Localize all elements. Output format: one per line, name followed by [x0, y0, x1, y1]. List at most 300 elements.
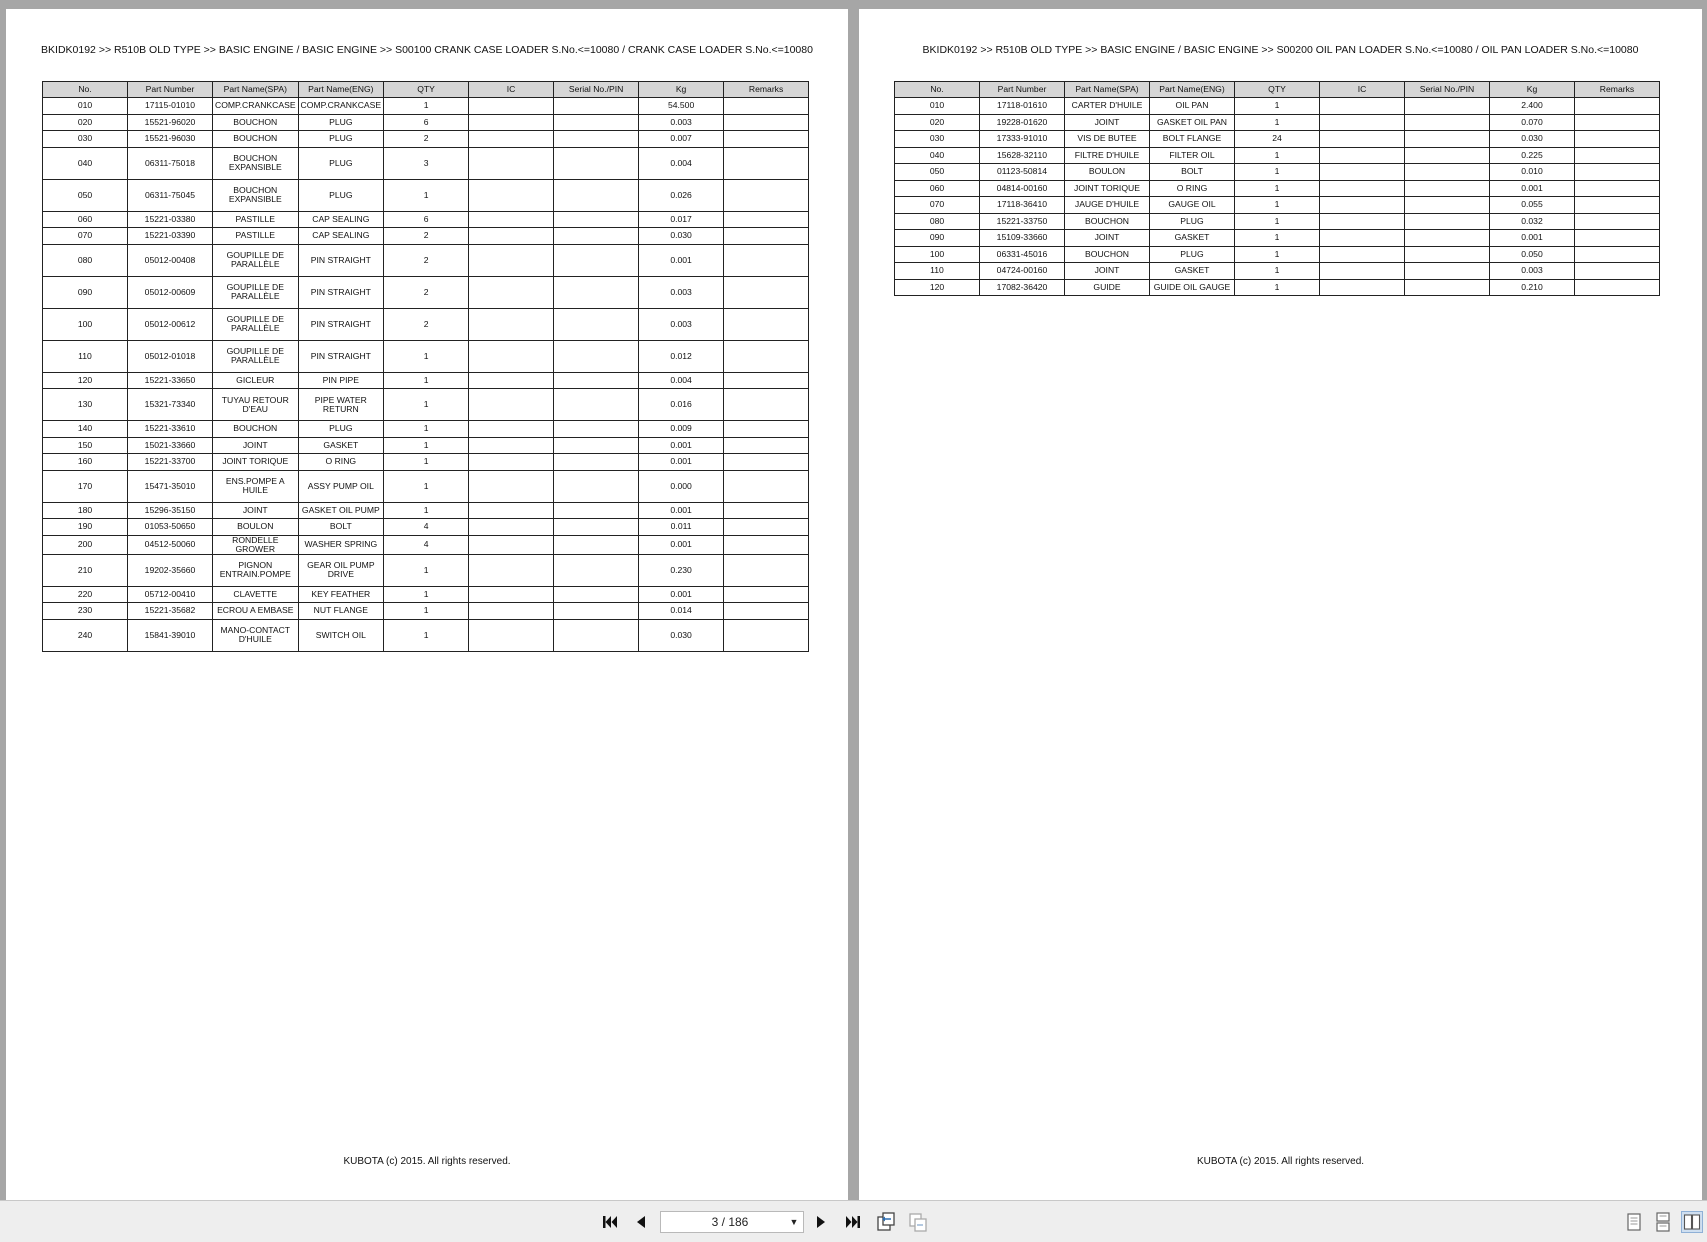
cell-part-name-spa: JOINT TORIQUE — [1065, 180, 1150, 197]
cell-kg: 0.001 — [639, 502, 724, 519]
cell-ic — [1320, 230, 1405, 247]
cell-part-name-spa: ECROU A EMBASE — [213, 603, 299, 620]
cell-ic — [469, 179, 554, 211]
cell-no: 030 — [895, 131, 980, 148]
cell-part-name-eng: GAUGE OIL — [1150, 197, 1235, 214]
cell-part-name-spa: CARTER D'HUILE — [1065, 98, 1150, 115]
cell-qty: 1 — [384, 619, 469, 651]
cell-part-number: 06311-75018 — [128, 147, 213, 179]
cell-part-name-eng: PLUG — [298, 421, 384, 438]
table-row — [895, 147, 1660, 164]
cell-remarks — [724, 554, 809, 586]
cell-qty: 2 — [384, 308, 469, 340]
cell-part-number: 17333-91010 — [980, 131, 1065, 148]
cell-kg: 0.017 — [639, 211, 724, 228]
column-header-ic: IC — [1320, 82, 1405, 98]
column-header-serial-pin: Serial No./PIN — [554, 82, 639, 98]
cell-kg: 0.003 — [639, 276, 724, 308]
cell-part-name-spa: JOINT — [1065, 230, 1150, 247]
cell-remarks — [724, 179, 809, 211]
cell-ic — [469, 421, 554, 438]
cell-part-name-spa: BOUCHON EXPANSIBLE — [213, 147, 299, 179]
cell-ic — [1320, 197, 1405, 214]
first-page-icon[interactable] — [599, 1211, 621, 1233]
cell-serial-pin — [554, 454, 639, 471]
cell-serial-pin — [1405, 263, 1490, 280]
table-row — [43, 211, 809, 228]
cell-part-name-eng: GUIDE OIL GAUGE — [1150, 279, 1235, 296]
cell-no: 020 — [43, 114, 128, 131]
cell-no: 190 — [43, 519, 128, 536]
table-row — [43, 454, 809, 471]
cell-serial-pin — [554, 502, 639, 519]
cell-part-name-eng: GASKET OIL PUMP — [298, 502, 384, 519]
cell-kg: 0.001 — [1490, 180, 1575, 197]
cell-part-name-eng: ASSY PUMP OIL — [298, 470, 384, 502]
cell-part-number: 17118-01610 — [980, 98, 1065, 115]
cell-remarks — [724, 603, 809, 620]
cell-kg: 0.055 — [1490, 197, 1575, 214]
cell-qty: 2 — [384, 228, 469, 245]
cell-remarks — [1575, 164, 1660, 181]
parts-table — [894, 81, 1660, 296]
two-page-view-icon[interactable] — [1681, 1211, 1703, 1233]
cell-part-name-eng: BOLT — [298, 519, 384, 536]
cell-qty: 2 — [384, 244, 469, 276]
cell-part-name-eng: GEAR OIL PUMP DRIVE — [298, 554, 384, 586]
cell-qty: 1 — [384, 389, 469, 421]
cell-no: 050 — [895, 164, 980, 181]
cell-part-name-spa: PASTILLE — [213, 228, 299, 245]
cell-ic — [469, 535, 554, 554]
cell-kg: 0.070 — [1490, 114, 1575, 131]
cell-part-name-eng: WASHER SPRING — [298, 535, 384, 554]
cell-part-name-eng: PLUG — [298, 114, 384, 131]
cell-ic — [469, 244, 554, 276]
compare-pages-icon[interactable] — [907, 1211, 929, 1233]
cell-qty: 1 — [1235, 230, 1320, 247]
cell-no: 210 — [43, 554, 128, 586]
cell-kg: 54.500 — [639, 98, 724, 115]
cell-kg: 0.004 — [639, 147, 724, 179]
cell-no: 090 — [43, 276, 128, 308]
cell-ic — [469, 519, 554, 536]
cell-remarks — [724, 131, 809, 148]
cell-serial-pin — [1405, 197, 1490, 214]
cell-part-name-spa: JOINT — [213, 437, 299, 454]
cell-serial-pin — [554, 554, 639, 586]
continuous-page-icon[interactable] — [1652, 1211, 1674, 1233]
table-row — [895, 230, 1660, 247]
table-row — [43, 586, 809, 603]
cell-kg: 0.230 — [639, 554, 724, 586]
rotate-page-icon[interactable] — [875, 1211, 897, 1233]
cell-remarks — [724, 586, 809, 603]
cell-part-number: 15221-35682 — [128, 603, 213, 620]
cell-part-name-spa: JOINT — [1065, 114, 1150, 131]
cell-part-name-spa: BOUCHON — [1065, 246, 1150, 263]
cell-part-number: 05012-00609 — [128, 276, 213, 308]
table-row — [43, 554, 809, 586]
cell-part-name-eng: CAP SEALING — [298, 228, 384, 245]
cell-serial-pin — [554, 603, 639, 620]
cell-part-number: 15109-33660 — [980, 230, 1065, 247]
cell-remarks — [724, 340, 809, 372]
cell-part-name-spa: JOINT TORIQUE — [213, 454, 299, 471]
cell-qty: 1 — [384, 421, 469, 438]
cell-ic — [1320, 279, 1405, 296]
cell-kg: 0.026 — [639, 179, 724, 211]
cell-qty: 1 — [1235, 279, 1320, 296]
cell-no: 010 — [43, 98, 128, 115]
cell-remarks — [724, 421, 809, 438]
cell-part-name-eng: O RING — [298, 454, 384, 471]
cell-part-name-eng: PLUG — [298, 131, 384, 148]
cell-part-name-spa: JAUGE D'HUILE — [1065, 197, 1150, 214]
cell-ic — [469, 437, 554, 454]
cell-remarks — [724, 211, 809, 228]
cell-serial-pin — [554, 389, 639, 421]
cell-part-name-eng: KEY FEATHER — [298, 586, 384, 603]
cell-qty: 4 — [384, 519, 469, 536]
cell-part-name-eng: FILTER OIL — [1150, 147, 1235, 164]
page-footer: KUBOTA (c) 2015. All rights reserved. — [343, 1156, 511, 1167]
cell-part-name-eng: PLUG — [298, 147, 384, 179]
cell-part-number: 15628-32110 — [980, 147, 1065, 164]
column-header-part-name-eng: Part Name(ENG) — [298, 82, 384, 98]
cell-kg: 0.016 — [639, 389, 724, 421]
cell-serial-pin — [554, 228, 639, 245]
cell-remarks — [1575, 114, 1660, 131]
cell-part-number: 05012-01018 — [128, 340, 213, 372]
cell-kg: 0.001 — [639, 586, 724, 603]
cell-part-number: 15841-39010 — [128, 619, 213, 651]
cell-ic — [469, 554, 554, 586]
document-page-left — [6, 9, 848, 1200]
cell-qty: 2 — [384, 276, 469, 308]
cell-remarks — [1575, 246, 1660, 263]
cell-serial-pin — [1405, 279, 1490, 296]
page-number-select[interactable] — [660, 1211, 804, 1233]
cell-part-number: 15296-35150 — [128, 502, 213, 519]
cell-kg: 0.030 — [639, 228, 724, 245]
cell-remarks — [1575, 98, 1660, 115]
cell-qty: 1 — [1235, 180, 1320, 197]
table-row — [895, 114, 1660, 131]
previous-page-icon[interactable] — [630, 1211, 652, 1233]
cell-no: 150 — [43, 437, 128, 454]
cell-qty: 1 — [384, 470, 469, 502]
cell-part-name-spa: BOUCHON EXPANSIBLE — [213, 179, 299, 211]
cell-part-name-spa: PASTILLE — [213, 211, 299, 228]
cell-part-number: 15521-96030 — [128, 131, 213, 148]
cell-part-number: 05012-00612 — [128, 308, 213, 340]
cell-no: 100 — [43, 308, 128, 340]
cell-qty: 1 — [384, 98, 469, 115]
cell-part-name-spa: JOINT — [1065, 263, 1150, 280]
cell-part-name-spa: GOUPILLE DE PARALLÈLE — [213, 276, 299, 308]
cell-part-name-spa: MANO-CONTACT D'HUILE — [213, 619, 299, 651]
cell-remarks — [724, 114, 809, 131]
cell-kg: 0.000 — [639, 470, 724, 502]
cell-no: 180 — [43, 502, 128, 519]
cell-serial-pin — [1405, 114, 1490, 131]
cell-no: 040 — [895, 147, 980, 164]
cell-ic — [469, 147, 554, 179]
cell-part-name-spa: BOUCHON — [213, 114, 299, 131]
cell-serial-pin — [1405, 131, 1490, 148]
table-row — [43, 98, 809, 115]
cell-kg: 0.010 — [1490, 164, 1575, 181]
cell-serial-pin — [554, 619, 639, 651]
single-page-icon[interactable] — [1623, 1211, 1645, 1233]
cell-serial-pin — [554, 372, 639, 389]
cell-remarks — [1575, 279, 1660, 296]
cell-part-number: 15221-33650 — [128, 372, 213, 389]
cell-part-name-spa: COMP.CRANKCASE — [213, 98, 299, 115]
cell-ic — [469, 502, 554, 519]
cell-part-name-eng: BOLT FLANGE — [1150, 131, 1235, 148]
table-row — [43, 519, 809, 536]
cell-ic — [1320, 180, 1405, 197]
cell-no: 140 — [43, 421, 128, 438]
cell-ic — [469, 340, 554, 372]
cell-qty: 1 — [384, 340, 469, 372]
cell-ic — [1320, 98, 1405, 115]
cell-no: 050 — [43, 179, 128, 211]
cell-part-name-spa: ENS.POMPE A HUILE — [213, 470, 299, 502]
cell-ic — [469, 276, 554, 308]
cell-qty: 1 — [1235, 114, 1320, 131]
cell-part-name-spa: BOULON — [213, 519, 299, 536]
cell-part-name-eng: GASKET — [298, 437, 384, 454]
cell-qty: 1 — [1235, 98, 1320, 115]
chevron-down-icon: ▼ — [789, 1217, 799, 1227]
cell-part-name-spa: BOUCHON — [213, 421, 299, 438]
cell-part-name-eng: PIN STRAIGHT — [298, 276, 384, 308]
cell-part-number: 15221-03390 — [128, 228, 213, 245]
cell-serial-pin — [554, 340, 639, 372]
cell-qty: 1 — [384, 603, 469, 620]
table-row — [43, 340, 809, 372]
cell-ic — [469, 586, 554, 603]
cell-kg: 0.032 — [1490, 213, 1575, 230]
cell-qty: 6 — [384, 211, 469, 228]
column-header-part-number: Part Number — [980, 82, 1065, 98]
cell-part-number: 19202-35660 — [128, 554, 213, 586]
column-header-kg: Kg — [1490, 82, 1575, 98]
cell-remarks — [724, 98, 809, 115]
table-row — [43, 147, 809, 179]
cell-remarks — [724, 389, 809, 421]
cell-remarks — [724, 308, 809, 340]
cell-qty: 6 — [384, 114, 469, 131]
cell-qty: 4 — [384, 535, 469, 554]
cell-kg: 0.210 — [1490, 279, 1575, 296]
table-row — [895, 263, 1660, 280]
cell-part-name-eng: OIL PAN — [1150, 98, 1235, 115]
cell-no: 100 — [895, 246, 980, 263]
cell-part-number: 15221-33610 — [128, 421, 213, 438]
cell-part-name-eng: PIN STRAIGHT — [298, 340, 384, 372]
cell-part-name-spa: BOULON — [1065, 164, 1150, 181]
cell-part-name-eng: CAP SEALING — [298, 211, 384, 228]
cell-part-number: 04512-50060 — [128, 535, 213, 554]
cell-part-name-spa: GOUPILLE DE PARALLÈLE — [213, 244, 299, 276]
cell-ic — [469, 308, 554, 340]
page-indicator: 3 / 186 — [711, 1215, 749, 1229]
cell-no: 060 — [43, 211, 128, 228]
cell-kg: 0.001 — [639, 535, 724, 554]
cell-serial-pin — [554, 276, 639, 308]
column-header-ic: IC — [469, 82, 554, 98]
cell-no: 160 — [43, 454, 128, 471]
cell-remarks — [724, 470, 809, 502]
cell-remarks — [1575, 131, 1660, 148]
cell-part-name-spa: TUYAU RETOUR D'EAU — [213, 389, 299, 421]
cell-kg: 0.014 — [639, 603, 724, 620]
cell-serial-pin — [554, 147, 639, 179]
cell-part-number: 15321-73340 — [128, 389, 213, 421]
page-header: BKIDK0192 >> R510B OLD TYPE >> BASIC ENGINE / BASIC ENGINE >> S00100 CRANK CASE LOADER S.No.<=10080 / CRANK CASE LOADER S.No.<=10080 — [41, 44, 813, 56]
column-header-part-name-spa: Part Name(SPA) — [213, 82, 299, 98]
cell-no: 110 — [43, 340, 128, 372]
table-row — [43, 228, 809, 245]
cell-part-number: 17118-36410 — [980, 197, 1065, 214]
cell-serial-pin — [554, 98, 639, 115]
cell-kg: 0.012 — [639, 340, 724, 372]
cell-remarks — [1575, 180, 1660, 197]
table-row — [43, 114, 809, 131]
table-row — [43, 131, 809, 148]
cell-part-name-spa: PIGNON ENTRAIN.POMPE — [213, 554, 299, 586]
column-header-part-name-eng: Part Name(ENG) — [1150, 82, 1235, 98]
table-row — [43, 421, 809, 438]
cell-no: 240 — [43, 619, 128, 651]
cell-kg: 0.007 — [639, 131, 724, 148]
cell-part-number: 17082-36420 — [980, 279, 1065, 296]
cell-qty: 1 — [1235, 213, 1320, 230]
cell-part-name-eng: BOLT — [1150, 164, 1235, 181]
table-row — [43, 389, 809, 421]
last-page-icon[interactable] — [842, 1211, 864, 1233]
cell-part-name-eng: GASKET — [1150, 263, 1235, 280]
table-row — [895, 213, 1660, 230]
cell-remarks — [724, 519, 809, 536]
cell-ic — [469, 454, 554, 471]
cell-part-name-spa: GOUPILLE DE PARALLÈLE — [213, 340, 299, 372]
cell-ic — [1320, 114, 1405, 131]
cell-kg: 0.001 — [639, 244, 724, 276]
column-header-remarks: Remarks — [724, 82, 809, 98]
cell-kg: 0.001 — [639, 454, 724, 471]
cell-kg: 0.003 — [639, 308, 724, 340]
cell-no: 060 — [895, 180, 980, 197]
cell-no: 230 — [43, 603, 128, 620]
column-header-serial-pin: Serial No./PIN — [1405, 82, 1490, 98]
cell-part-name-eng: GASKET OIL PAN — [1150, 114, 1235, 131]
table-row — [43, 308, 809, 340]
cell-serial-pin — [1405, 164, 1490, 181]
page-footer: KUBOTA (c) 2015. All rights reserved. — [1196, 1156, 1365, 1167]
cell-remarks — [1575, 213, 1660, 230]
cell-serial-pin — [1405, 180, 1490, 197]
cell-serial-pin — [1405, 230, 1490, 247]
cell-kg: 0.001 — [639, 437, 724, 454]
cell-ic — [1320, 164, 1405, 181]
table-header-row — [895, 82, 1660, 98]
cell-ic — [469, 98, 554, 115]
cell-part-number: 05712-00410 — [128, 586, 213, 603]
cell-no: 120 — [895, 279, 980, 296]
cell-ic — [469, 389, 554, 421]
cell-part-number: 01053-50650 — [128, 519, 213, 536]
table-row — [895, 164, 1660, 181]
cell-no: 070 — [43, 228, 128, 245]
cell-remarks — [724, 535, 809, 554]
cell-kg: 0.050 — [1490, 246, 1575, 263]
cell-kg: 0.225 — [1490, 147, 1575, 164]
table-row — [895, 131, 1660, 148]
parts-table — [42, 81, 809, 652]
table-row — [895, 279, 1660, 296]
cell-kg: 0.003 — [639, 114, 724, 131]
table-row — [43, 470, 809, 502]
cell-part-name-eng: PIN STRAIGHT — [298, 244, 384, 276]
cell-no: 220 — [43, 586, 128, 603]
cell-part-name-eng: PIN PIPE — [298, 372, 384, 389]
cell-qty: 1 — [384, 554, 469, 586]
cell-remarks — [724, 276, 809, 308]
cell-remarks — [1575, 197, 1660, 214]
table-body — [43, 98, 809, 652]
cell-serial-pin — [554, 535, 639, 554]
cell-qty: 1 — [384, 502, 469, 519]
cell-remarks — [724, 454, 809, 471]
table-row — [43, 244, 809, 276]
cell-part-name-eng: O RING — [1150, 180, 1235, 197]
cell-part-name-spa: GOUPILLE DE PARALLÈLE — [213, 308, 299, 340]
cell-kg: 0.030 — [1490, 131, 1575, 148]
next-page-icon[interactable] — [810, 1211, 832, 1233]
cell-part-name-eng: NUT FLANGE — [298, 603, 384, 620]
cell-qty: 1 — [1235, 197, 1320, 214]
column-header-no: No. — [43, 82, 128, 98]
cell-serial-pin — [554, 421, 639, 438]
cell-qty: 1 — [1235, 164, 1320, 181]
cell-serial-pin — [554, 437, 639, 454]
cell-remarks — [724, 502, 809, 519]
cell-part-number: 17115-01010 — [128, 98, 213, 115]
cell-kg: 0.011 — [639, 519, 724, 536]
cell-no: 200 — [43, 535, 128, 554]
cell-remarks — [1575, 147, 1660, 164]
viewer-toolbar — [0, 1200, 1707, 1242]
cell-part-number: 15521-96020 — [128, 114, 213, 131]
cell-remarks — [724, 244, 809, 276]
cell-part-name-eng: PLUG — [1150, 246, 1235, 263]
cell-qty: 3 — [384, 147, 469, 179]
table-row — [895, 98, 1660, 115]
cell-part-number: 05012-00408 — [128, 244, 213, 276]
cell-kg: 0.001 — [1490, 230, 1575, 247]
cell-serial-pin — [554, 308, 639, 340]
column-header-remarks: Remarks — [1575, 82, 1660, 98]
cell-ic — [1320, 213, 1405, 230]
cell-serial-pin — [1405, 147, 1490, 164]
cell-ic — [469, 603, 554, 620]
cell-part-number: 15021-33660 — [128, 437, 213, 454]
